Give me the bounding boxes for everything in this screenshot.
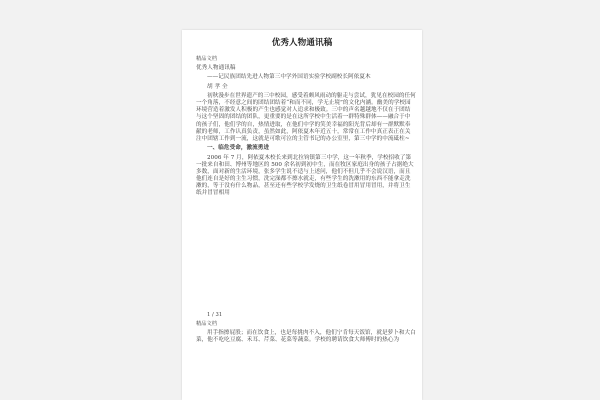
document-body-top bbox=[196, 56, 416, 200]
document-page bbox=[182, 30, 422, 400]
author: 胡 孝 全 bbox=[207, 83, 228, 90]
byline: ——记民族团结先进人物第三中学外国语实验学校副校长阿依夏木 bbox=[207, 74, 371, 81]
subtitle: 优秀人物通讯稿 bbox=[196, 64, 236, 71]
document-title: 优秀人物通讯稿 bbox=[271, 38, 333, 48]
paragraph-2: 2006 年 7 月，阿依夏木校长来到北拉钧镇第三中学，这一年秋季，学校招收了第一批来自和田、博州等地区的 500 余名初到初中生，而在牧区家庭出身的孩子占据绝大多数，面对新的生活环境，张多学生说不适与上述问，他们不但几乎不会说汉语，而且他们连自是好的主生习惯，洗完澡都不擦水就走，有些学生的洗漱用的东西不能拿走洗漱的，等于没有什么物品，甚至还有些学校学发烧的卫生纸卷冒用冒用冒用，并将卫生纸并冒冒相用 bbox=[196, 154, 414, 197]
page-number: 1 / 31 bbox=[207, 312, 223, 318]
intro-paragraph: 初秋漫步在世界遗产的三中校园，感受着颇风雨动的躯走与尝试，犹见在校园的任何一个角落，不经意之间的团结团结着“和而不同，学无止境”的文化内涵。幽美的学校园环境营造着激发人积极的产生也感觉对人追求和极致。三中的声名越越地不仅在于团结与这个坚固的团结的团队，更重要的是在这所学校中生活着一群特殊群体——融合于中的孩子们，他们学的自，热情进取，在他们中学的笑美幸福的阳光背后却有一群默默奉献的老师，工作认真负责，虽然如此，阿依夏木年近五十，常常在工作中真正表正在关注中团辖工作到一流，这就是可歌可泣的主管书记的办公室里，第三中学的中流砥柱~ bbox=[196, 92, 416, 142]
footer-label: 精品文档 bbox=[196, 320, 217, 327]
header-label: 精品文档 bbox=[196, 56, 217, 62]
paragraph-3: 用手指擦屁股；而在饮食上，也是每挑肉不入，他们宁肯每天饭馆，就是萝卜和大白菜，他不吃吃豆腐、禾耳、芹菜、花菜等蔬菜。学校的聘请饮食大师傅时的热心为 bbox=[196, 329, 416, 343]
page-break-area bbox=[196, 312, 416, 346]
section-heading: 一、临危受命，激流勇进 bbox=[207, 145, 270, 152]
